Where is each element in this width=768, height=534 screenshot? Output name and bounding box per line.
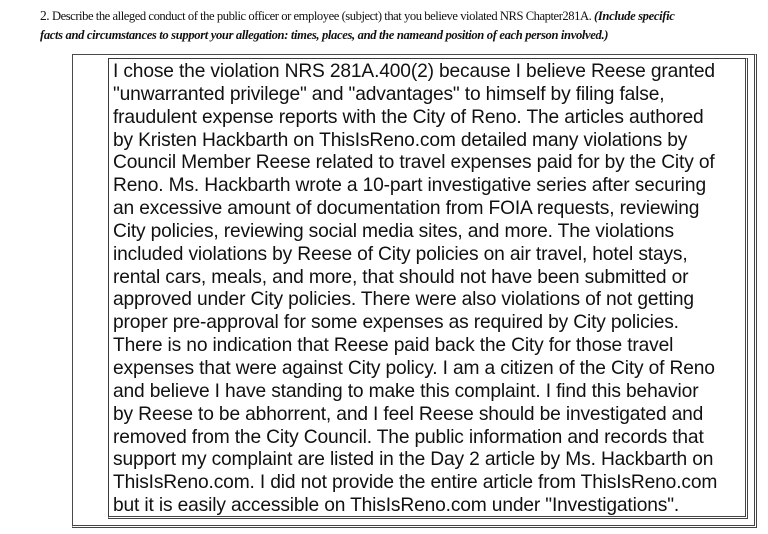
answer-text — [113, 61, 753, 518]
question-block — [40, 6, 760, 45]
answer-line: removed from the City Council. The public information and records that — [113, 426, 704, 448]
answer-line: City policies, reviewing social media sites, and more. The violations — [113, 220, 674, 242]
question-hint: (Include specific — [594, 9, 675, 23]
answer-line: approved under City policies. There were also violations of not getting — [113, 289, 694, 311]
answer-line: but it is easily accessible on ThisIsReno.com under "Investigations". — [113, 495, 680, 517]
answer-line: and believe I have standing to make this complaint. I find this behavior — [113, 380, 699, 402]
answer-line: included violations by Reese of City policies on air travel, hotel stays, — [113, 243, 688, 265]
answer-line: proper pre-approval for some expenses as required by City policies. — [113, 312, 679, 334]
answer-line: Reno. Ms. Hackbarth wrote a 10-part investigative series after securing — [113, 175, 706, 197]
answer-line: expenses that were against City policy. I am a citizen of the City of Reno — [113, 357, 715, 379]
answer-line: fraudulent expense reports with the City of Reno. The articles authored — [113, 106, 704, 128]
answer-line: by Kristen Hackbarth on ThisIsReno.com detailed many violations by — [113, 129, 688, 151]
answer-line: by Reese to be abhorrent, and I feel Reese should be investigated and — [113, 403, 704, 425]
answer-line: rental cars, meals, and more, that should not have been submitted or — [113, 266, 689, 288]
answer-line: I chose the violation NRS 281A.400(2) because I believe Reese granted — [113, 61, 715, 82]
question-hint-continued: facts and circumstances to support your allegation: times, places, and the nameand position of each person involved.) — [40, 28, 609, 42]
answer-line: an excessive amount of documentation from FOIA requests, reviewing — [113, 198, 700, 220]
question-number: 2. — [40, 8, 50, 23]
answer-line: There is no indication that Reese paid back the City for those travel — [113, 335, 674, 357]
answer-line: "unwarranted privilege" and "advantages" to himself by filing false, — [113, 83, 665, 105]
answer-line: ThisIsReno.com. I did not provide the entire article from ThisIsReno.com — [113, 472, 718, 494]
answer-line: support my complaint are listed in the Day 2 article by Ms. Hackbarth on — [113, 449, 714, 471]
question-prompt: Describe the alleged conduct of the public officer or employee (subject) that you believe violated NRS Chapter281A. — [51, 9, 592, 23]
answer-line: Council Member Reese related to travel expenses paid for by the City of — [113, 152, 715, 174]
